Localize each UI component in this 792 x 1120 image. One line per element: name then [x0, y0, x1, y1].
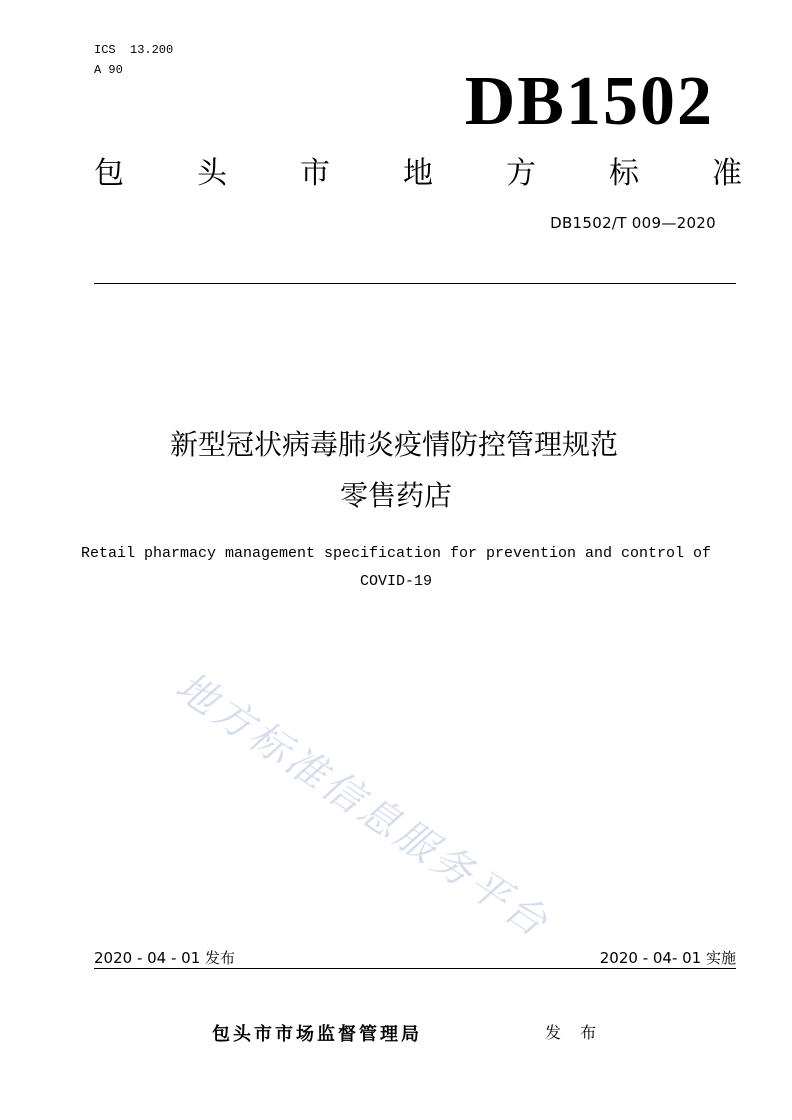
org-title-char: 地 — [403, 156, 433, 191]
bottom-divider — [94, 968, 736, 969]
top-divider — [94, 283, 736, 284]
implementation-date: 2020 - 04- 01 实施 — [599, 949, 736, 967]
org-title-char: 头 — [197, 156, 227, 191]
issuing-authority: 包头市市场监督管理局 — [212, 1024, 422, 1045]
title-en-line2: COVID-19 — [359, 573, 432, 590]
title-en-line1: Retail pharmacy management specification for prevention and control of — [80, 545, 712, 562]
org-title — [94, 152, 742, 196]
org-title-char: 方 — [506, 156, 536, 191]
issue-label: 发 布 — [545, 1023, 604, 1042]
standard-code: DB1502 — [464, 63, 714, 140]
issue-date: 2020 - 04 - 01 发布 — [94, 949, 236, 967]
org-title-char: 市 — [300, 156, 330, 191]
classification-block — [94, 40, 173, 80]
org-title-char: 准 — [712, 156, 742, 191]
title-cn-line1: 新型冠状病毒肺炎疫情防控管理规范 — [169, 428, 618, 461]
watermark: 地方标准信息服务平台 — [167, 663, 558, 948]
org-title-char: 包 — [94, 156, 124, 191]
standard-number: DB1502/T 009—2020 — [550, 214, 716, 232]
org-title-char: 标 — [609, 156, 639, 191]
title-cn-line2: 零售药店 — [339, 479, 452, 512]
ccs-code: A 90 — [94, 63, 123, 77]
ics-code: ICS 13.200 — [94, 43, 174, 57]
